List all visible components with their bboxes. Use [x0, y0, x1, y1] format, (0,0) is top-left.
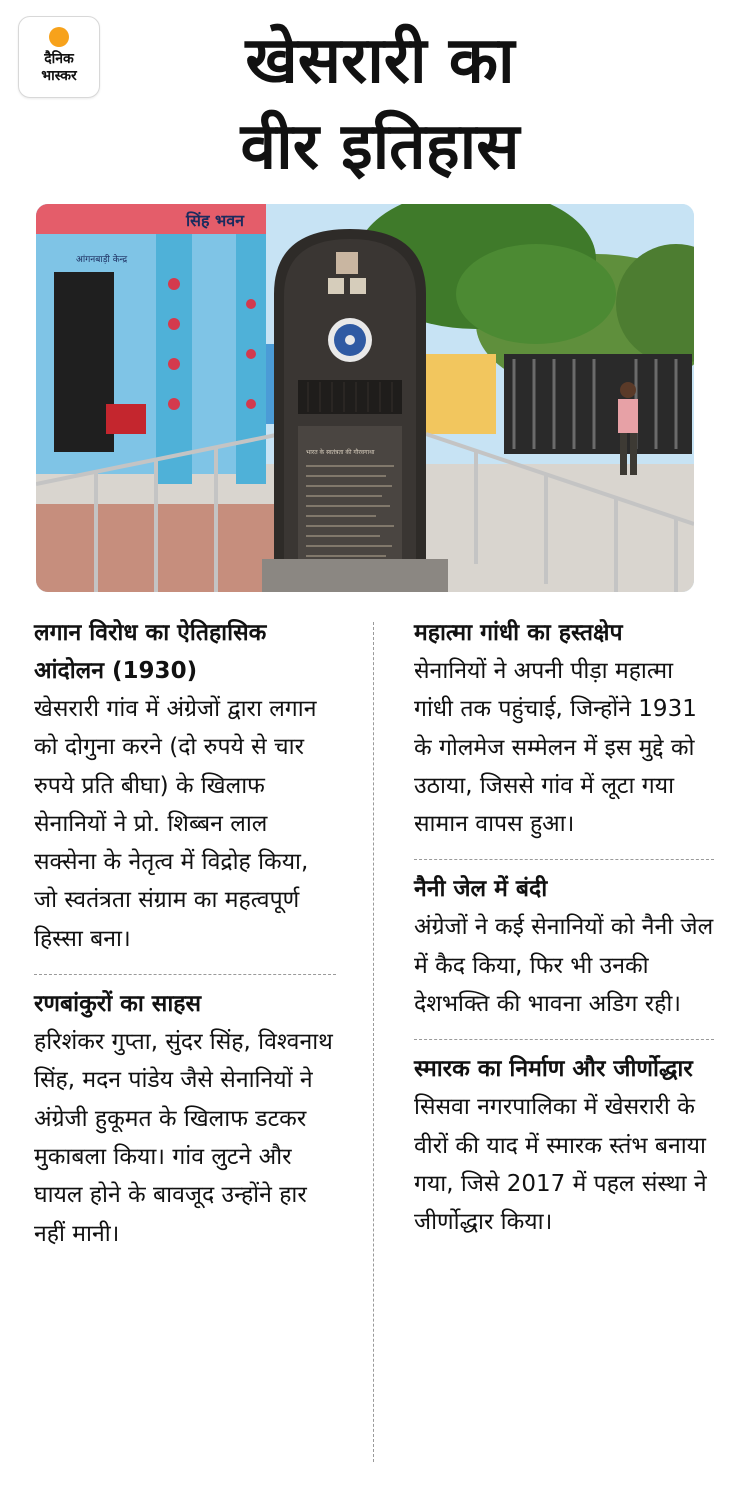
- section-body: अंग्रेजों ने कई सेनानियों को नैनी जेल में कैद किया, फिर भी उनकी देशभक्ति की भावना अडिग रही।: [414, 914, 714, 1018]
- section-naini-jail: [414, 859, 714, 1023]
- section-heading: लगान विरोध का ऐतिहासिक आंदोलन (1930): [34, 620, 267, 684]
- section-body: सेनानियों ने अपनी पीड़ा महात्मा गांधी तक पहुंचाई, जिन्होंने 1931 के गोलमेज सम्मेलन में इस मुद्दे को उठाया, जिससे गांव में लूटा गया सामान वापस हुआ।: [414, 658, 697, 838]
- right-column: [414, 614, 714, 1242]
- memorial-photo-illustration: [36, 204, 694, 592]
- left-column: [34, 614, 336, 1253]
- section-heading: रणबांकुरों का साहस: [34, 991, 202, 1018]
- sun-icon: [49, 27, 69, 47]
- section-heading: महात्मा गांधी का हस्तक्षेप: [414, 620, 623, 646]
- section-gandhi: [414, 614, 714, 843]
- memorial-photo: [36, 204, 694, 592]
- logo-text-line2: भास्कर: [41, 68, 77, 84]
- page-title: [130, 18, 630, 190]
- title-line2: वीर इतिहास: [240, 110, 520, 184]
- section-heading: स्मारक का निर्माण और जीर्णोद्धार: [414, 1056, 693, 1083]
- dainik-bhaskar-logo[interactable]: [18, 16, 100, 98]
- title-line1: खेसरारी का: [245, 24, 515, 98]
- anganwadi-sign: आंगनबाड़ी केन्द्र: [76, 255, 128, 265]
- section-heading: नैनी जेल में बंदी: [414, 876, 548, 903]
- section-body: खेसरारी गांव में अंग्रेजों द्वारा लगान को दोगुना करने (दो रुपये से चार रुपये प्रति बीघा) के खिलाफ सेनानियों ने प्रो. शिब्बन लाल सक्सेना के नेतृत्व में विद्रोह किया, जो स्वतंत्रता संग्राम का महत्वपूर्ण हिस्सा बना।: [34, 696, 317, 952]
- logo-text-line1: दैनिक: [44, 51, 74, 67]
- section-ranbankure: [34, 974, 336, 1253]
- section-lagan-virodh: [34, 614, 336, 958]
- section-body: हरिशंकर गुप्ता, सुंदर सिंह, विश्वनाथ सिंह, मदन पांडेय जैसे सेनानियों ने अंग्रेजी हुकूमत के खिलाफ डटकर मुकाबला किया। गांव लुटने और घायल होने के बावजूद उन्होंने हार नहीं मानी।: [34, 1029, 333, 1247]
- plaque-heading: भारत के स्वतंत्रता की गौरवगाथा: [306, 449, 375, 456]
- section-smarak: [414, 1039, 714, 1241]
- building-sign: सिंह भवन: [186, 211, 245, 230]
- column-divider: [373, 622, 374, 1462]
- section-body: सिसवा नगरपालिका में खेसरारी के वीरों की याद में स्मारक स्तंभ बनाया गया, जिसे 2017 में पहल संस्था ने जीर्णोद्धार किया।: [414, 1094, 707, 1236]
